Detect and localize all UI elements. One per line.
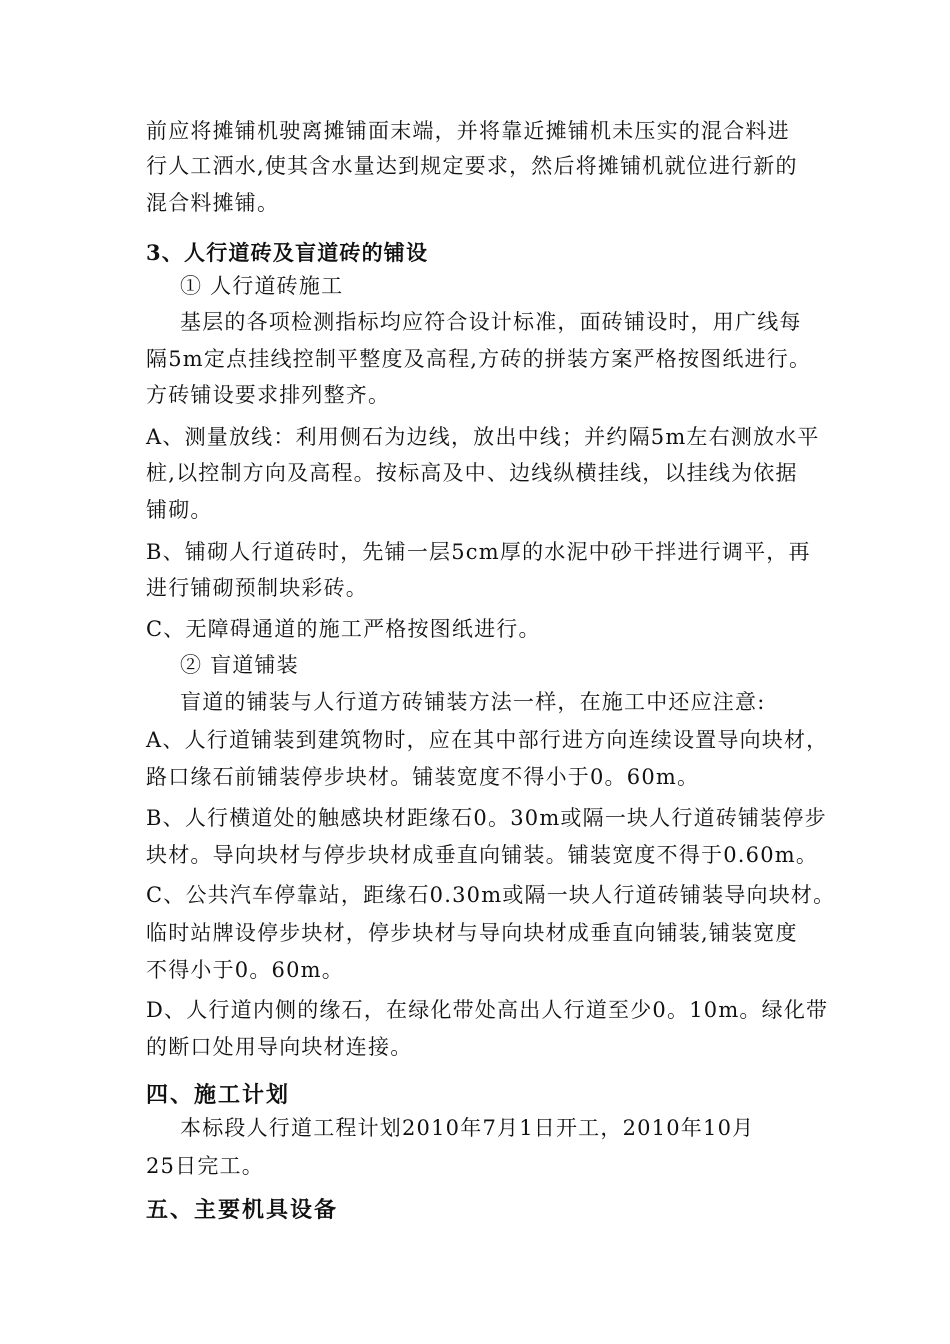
- section-heading: 3、人行道砖及盲道砖的铺设: [146, 240, 429, 265]
- paragraph-line: 基层的各项检测指标均应符合设计标准，面砖铺设时，用广线每: [180, 310, 802, 334]
- list-item-line: D、人行道内侧的缘石，在绿化带处高出人行道至少0。10m。绿化带: [146, 998, 829, 1022]
- paragraph-line: 隔5m定点挂线控制平整度及高程,方砖的拼装方案严格按图纸进行。: [146, 347, 812, 371]
- list-item-line: 块材。导向块材与停步块材成垂直向铺装。铺装宽度不得于0.60m。: [146, 843, 819, 867]
- list-item-line: 桩,以控制方向及高程。按标高及中、边线纵横挂线，以挂线为依据: [146, 461, 798, 485]
- subsection-heading: ② 盲道铺装: [180, 653, 299, 677]
- paragraph-line: 方砖铺设要求排列整齐。: [146, 383, 391, 407]
- subsection-heading: ① 人行道砖施工: [180, 274, 344, 298]
- list-item-line: 铺砌。: [146, 498, 213, 522]
- list-item-line: 不得小于0。60m。: [146, 958, 344, 982]
- list-item-line: C、无障碍通道的施工严格按图纸进行。: [146, 617, 541, 641]
- paragraph-line: 本标段人行道工程计划2010年7月1日开工，2010年10月: [180, 1116, 755, 1140]
- list-item-line: C、公共汽车停靠站，距缘石0.30m或隔一块人行道砖铺装导向块材。: [146, 883, 836, 907]
- list-item-line: A、人行道铺装到建筑物时，应在其中部行进方向连续设置导向块材，: [146, 728, 829, 752]
- list-item-line: 进行铺砌预制块彩砖。: [146, 576, 368, 600]
- list-item-line: 的断口处用导向块材连接。: [146, 1035, 413, 1059]
- paragraph-line: 盲道的铺装与人行道方砖铺装方法一样，在施工中还应注意:: [180, 690, 766, 714]
- list-item-line: 路口缘石前铺装停步块材。铺装宽度不得小于0。60m。: [146, 765, 700, 789]
- section-heading: 五、主要机具设备: [146, 1197, 339, 1223]
- paragraph-line: 前应将摊铺机驶离摊铺面末端，并将靠近摊铺机未压实的混合料进: [146, 119, 790, 143]
- list-item-line: 临时站牌设停步块材，停步块材与导向块材成垂直向铺装,铺装宽度: [146, 921, 798, 945]
- list-item-line: B、铺砌人行道砖时，先铺一层5cm厚的水泥中砂干拌进行调平，再: [146, 540, 811, 564]
- section-heading: 四、施工计划: [146, 1082, 291, 1108]
- paragraph-line: 行人工洒水,使其含水量达到规定要求，然后将摊铺机就位进行新的: [146, 154, 798, 178]
- list-item-line: B、人行横道处的触感块材距缘石0。30m或隔一块人行道砖铺装停步: [146, 806, 827, 830]
- paragraph-line: 混合料摊铺。: [146, 191, 280, 215]
- list-item-line: A、测量放线：利用侧石为边线，放出中线；并约隔5m左右测放水平: [146, 425, 820, 449]
- paragraph-line: 25日完工。: [146, 1154, 264, 1178]
